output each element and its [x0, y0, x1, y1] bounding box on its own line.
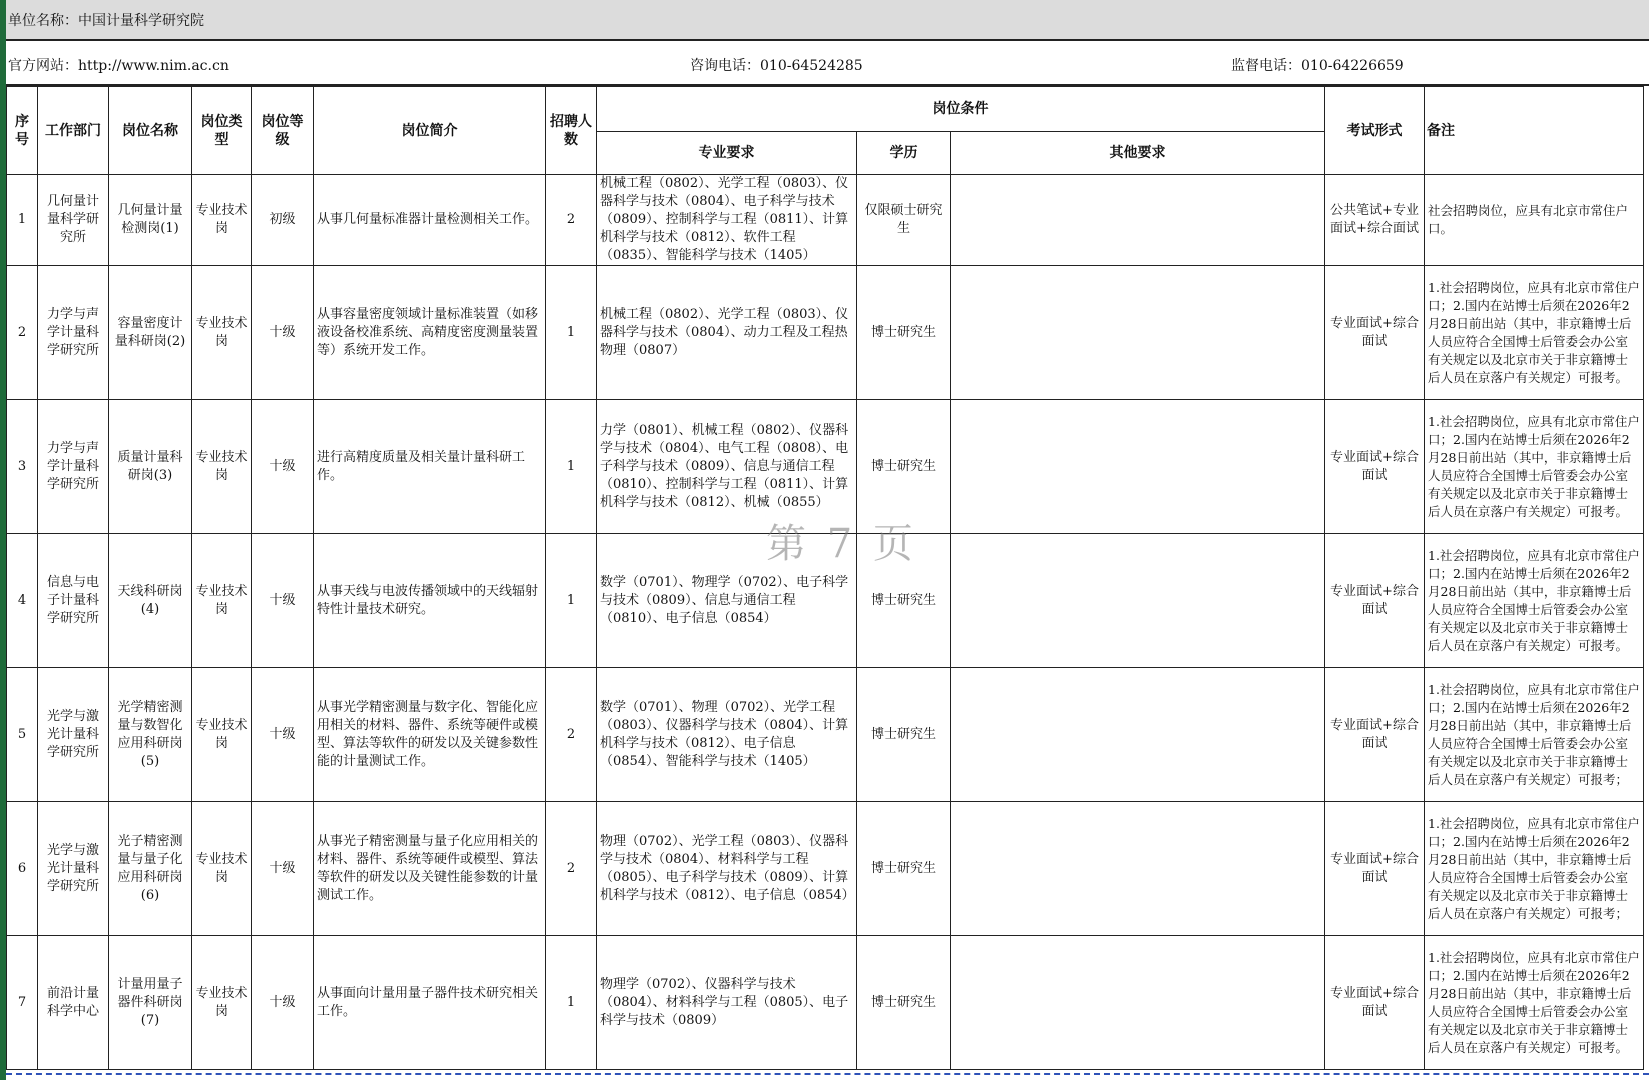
cell-count: 1	[546, 266, 597, 400]
cell-note: 1.社会招聘岗位，应具有北京市常住户口；2.国内在站博士后须在2026年2月28日前出站（其中，非京籍博士后人员应符合全国博士后管委会办公室有关规定以及北京市关于非京籍博士后人员在京落户有关规定）可报考；	[1425, 668, 1644, 802]
cell-dept: 前沿计量科学中心	[38, 936, 109, 1070]
cell-dept: 几何量计量科学研究所	[38, 175, 109, 266]
cell-other	[951, 175, 1325, 266]
cell-exam: 专业面试+综合面试	[1325, 802, 1425, 936]
cell-count: 2	[546, 175, 597, 266]
cell-exam: 专业面试+综合面试	[1325, 534, 1425, 668]
cell-edu: 博士研究生	[857, 936, 951, 1070]
cell-exam: 专业面试+综合面试	[1325, 668, 1425, 802]
col-major: 专业要求	[597, 132, 857, 175]
cell-post-name: 容量密度计量科研岗(2)	[109, 266, 192, 400]
col-count: 招聘人数	[546, 87, 597, 175]
col-conditions: 岗位条件	[597, 87, 1325, 132]
cell-intro: 从事天线与电波传播领域中的天线辐射特性计量技术研究。	[314, 534, 546, 668]
cell-post-type: 专业技术岗	[192, 936, 252, 1070]
cell-post-type: 专业技术岗	[192, 668, 252, 802]
cell-other	[951, 400, 1325, 534]
cell-note: 1.社会招聘岗位，应具有北京市常住户口；2.国内在站博士后须在2026年2月28日前出站（其中，非京籍博士后人员应符合全国博士后管委会办公室有关规定以及北京市关于非京籍博士后人员在京落户有关规定）可报考。	[1425, 400, 1644, 534]
cell-post-type: 专业技术岗	[192, 175, 252, 266]
cell-seq: 5	[7, 668, 38, 802]
cell-seq: 1	[7, 175, 38, 266]
cell-post-name: 光子精密测量与量子化应用科研岗(6)	[109, 802, 192, 936]
cell-count: 1	[546, 400, 597, 534]
website-label: 官方网站：http://www.nim.ac.cn	[8, 58, 229, 74]
cell-edu: 博士研究生	[857, 534, 951, 668]
unit-name-row	[6, 0, 1649, 41]
cell-other	[951, 266, 1325, 400]
unit-name: 单位名称：中国计量科学研究院	[8, 12, 204, 29]
cell-note: 1.社会招聘岗位，应具有北京市常住户口；2.国内在站博士后须在2026年2月28日前出站（其中，非京籍博士后人员应符合全国博士后管委会办公室有关规定以及北京市关于非京籍博士后人员在京落户有关规定）可报考。	[1425, 534, 1644, 668]
col-intro: 岗位简介	[314, 87, 546, 175]
cell-note: 社会招聘岗位，应具有北京市常住户口。	[1425, 175, 1644, 266]
cell-dept: 力学与声学计量科学研究所	[38, 266, 109, 400]
cell-major: 数学（0701）、物理学（0702）、电子科学与技术（0809）、信息与通信工程（0810）、电子信息（0854）	[597, 534, 857, 668]
table-row	[7, 400, 1644, 534]
cell-post-level: 十级	[252, 534, 314, 668]
cell-intro: 从事光子精密测量与量子化应用相关的材料、器件、系统等硬件或模型、算法等软件的研发以及关键性能参数的计量测试工作。	[314, 802, 546, 936]
cell-post-name: 几何量计量检测岗(1)	[109, 175, 192, 266]
cell-post-name: 计量用量子器件科研岗(7)	[109, 936, 192, 1070]
cell-major: 机械工程（0802）、光学工程（0803）、仪器科学与技术（0804）、动力工程及工程热物理（0807）	[597, 266, 857, 400]
cell-count: 1	[546, 936, 597, 1070]
col-dept: 工作部门	[38, 87, 109, 175]
cell-edu: 博士研究生	[857, 668, 951, 802]
table-row	[7, 936, 1644, 1070]
cell-post-name: 质量计量科研岗(3)	[109, 400, 192, 534]
cell-count: 1	[546, 534, 597, 668]
cell-major: 物理（0702）、光学工程（0803）、仪器科学与技术（0804）、材料科学与工程（0805）、电子科学与技术（0809）、计算机科学与技术（0812）、电子信息（0854）	[597, 802, 857, 936]
col-edu: 学历	[857, 132, 951, 175]
page-watermark: 第 7 页	[766, 521, 917, 567]
cell-other	[951, 668, 1325, 802]
supervise-phone: 监督电话：010-64226659	[1231, 58, 1404, 74]
cell-dept: 光学与激光计量科学研究所	[38, 668, 109, 802]
col-exam: 考试形式	[1325, 87, 1425, 175]
recruitment-table	[6, 86, 1644, 1070]
cell-edu: 博士研究生	[857, 400, 951, 534]
table-row	[7, 668, 1644, 802]
cell-edu: 博士研究生	[857, 802, 951, 936]
cell-intro: 从事容量密度领域计量标准装置（如移液设备校准系统、高精度密度测量装置等）系统开发工作。	[314, 266, 546, 400]
table-row	[7, 175, 1644, 266]
header-row-1	[7, 87, 1644, 132]
cell-post-type: 专业技术岗	[192, 534, 252, 668]
cell-dept: 信息与电子计量科学研究所	[38, 534, 109, 668]
cell-seq: 6	[7, 802, 38, 936]
cell-post-type: 专业技术岗	[192, 266, 252, 400]
cell-dept: 光学与激光计量科学研究所	[38, 802, 109, 936]
cell-seq: 3	[7, 400, 38, 534]
consult-phone: 咨询电话：010-64524285	[690, 58, 863, 74]
cell-exam: 公共笔试+专业面试+综合面试	[1325, 175, 1425, 266]
cell-intro: 从事几何量标准器计量检测相关工作。	[314, 175, 546, 266]
cell-post-name: 天线科研岗(4)	[109, 534, 192, 668]
cell-post-type: 专业技术岗	[192, 802, 252, 936]
cell-post-level: 十级	[252, 936, 314, 1070]
cell-other	[951, 936, 1325, 1070]
col-seq: 序号	[7, 87, 38, 175]
table-row	[7, 534, 1644, 668]
cell-intro: 从事面向计量用量子器件技术研究相关工作。	[314, 936, 546, 1070]
cell-post-level: 十级	[252, 802, 314, 936]
cell-other	[951, 802, 1325, 936]
cell-post-level: 十级	[252, 668, 314, 802]
table-body	[7, 175, 1644, 1070]
cell-seq: 4	[7, 534, 38, 668]
cell-note: 1.社会招聘岗位，应具有北京市常住户口；2.国内在站博士后须在2026年2月28日前出站（其中，非京籍博士后人员应符合全国博士后管委会办公室有关规定以及北京市关于非京籍博士后人员在京落户有关规定）可报考。	[1425, 266, 1644, 400]
table-row	[7, 266, 1644, 400]
col-other: 其他要求	[951, 132, 1325, 175]
col-post-name: 岗位名称	[109, 87, 192, 175]
cell-intro: 从事光学精密测量与数字化、智能化应用相关的材料、器件、系统等硬件或模型、算法等软件的研发以及关键参数性能的计量测试工作。	[314, 668, 546, 802]
cell-note: 1.社会招聘岗位，应具有北京市常住户口；2.国内在站博士后须在2026年2月28日前出站（其中，非京籍博士后人员应符合全国博士后管委会办公室有关规定以及北京市关于非京籍博士后人员在京落户有关规定）可报考。	[1425, 936, 1644, 1070]
cell-post-level: 十级	[252, 266, 314, 400]
cell-intro: 进行高精度质量及相关量计量科研工作。	[314, 400, 546, 534]
col-note: 备注	[1425, 87, 1644, 175]
cell-post-level: 十级	[252, 400, 314, 534]
cell-major: 力学（0801）、机械工程（0802）、仪器科学与技术（0804）、电气工程（0808）、电子科学与技术（0809）、信息与通信工程（0810）、控制科学与工程（0811）、计算机科学与技术（0812）、机械（0855）	[597, 400, 857, 534]
cell-exam: 专业面试+综合面试	[1325, 266, 1425, 400]
cell-major: 物理学（0702）、仪器科学与技术（0804）、材料科学与工程（0805）、电子科学与技术（0809）	[597, 936, 857, 1070]
cell-dept: 力学与声学计量科学研究所	[38, 400, 109, 534]
cell-note: 1.社会招聘岗位，应具有北京市常住户口；2.国内在站博士后须在2026年2月28日前出站（其中，非京籍博士后人员应符合全国博士后管委会办公室有关规定以及北京市关于非京籍博士后人员在京落户有关规定）可报考；	[1425, 802, 1644, 936]
cell-count: 2	[546, 802, 597, 936]
table-row	[7, 802, 1644, 936]
cell-seq: 2	[7, 266, 38, 400]
cell-count: 2	[546, 668, 597, 802]
cell-post-type: 专业技术岗	[192, 400, 252, 534]
col-post-type: 岗位类型	[192, 87, 252, 175]
cell-edu: 博士研究生	[857, 266, 951, 400]
contact-row	[6, 41, 1649, 86]
cell-exam: 专业面试+综合面试	[1325, 400, 1425, 534]
col-post-level: 岗位等级	[252, 87, 314, 175]
cell-post-level: 初级	[252, 175, 314, 266]
cell-post-name: 光学精密测量与数智化应用科研岗(5)	[109, 668, 192, 802]
cell-major: 数学（0701）、物理（0702）、光学工程（0803）、仪器科学与技术（0804）、计算机科学与技术（0812）、电子信息（0854）、智能科学与技术（1405）	[597, 668, 857, 802]
cell-edu: 仅限硕士研究生	[857, 175, 951, 266]
cell-seq: 7	[7, 936, 38, 1070]
cell-other	[951, 534, 1325, 668]
cell-major: 机械工程（0802）、光学工程（0803）、仪器科学与技术（0804）、电子科学与技术（0809）、控制科学与工程（0811）、计算机科学与技术（0812）、软件工程（0835）、智能科学与技术（1405）	[597, 175, 857, 266]
page-break-line	[6, 1073, 1649, 1075]
cell-exam: 专业面试+综合面试	[1325, 936, 1425, 1070]
